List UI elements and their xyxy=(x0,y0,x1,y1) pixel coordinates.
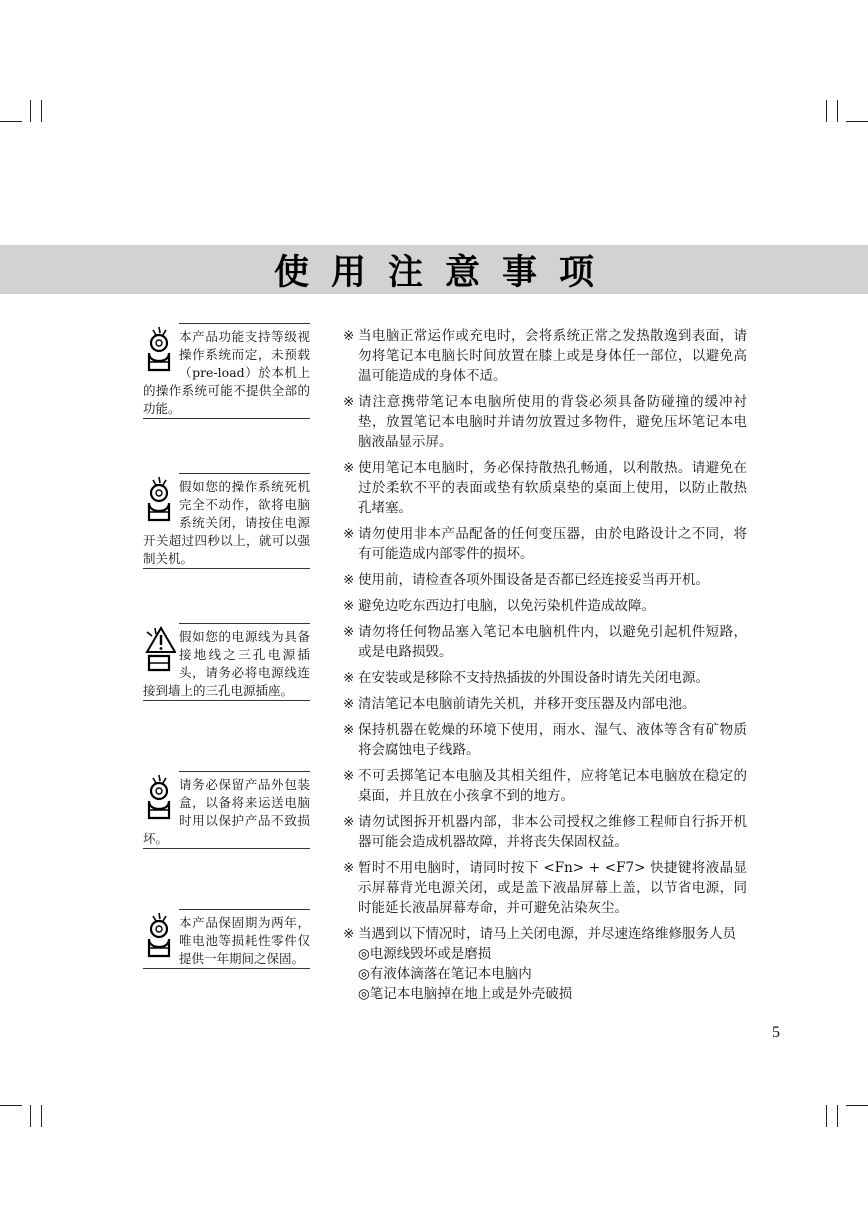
list-item xyxy=(343,766,747,806)
list-item xyxy=(343,668,747,688)
bullet-mark: ※ xyxy=(343,926,355,942)
bullet-mark: ※ xyxy=(343,526,355,542)
list-item-text: 避免边吃东西边打电脑，以免污染机件造成故障。 xyxy=(358,598,655,614)
side-note xyxy=(143,772,310,849)
list-item-text: 请注意携带笔记本电脑所使用的背袋必须具备防碰撞的缓冲衬垫，放置笔记本电脑时并请勿放置过多物件，避免压坏笔记本电脑液晶显示屏。 xyxy=(358,394,747,450)
lightbulb-person-icon xyxy=(143,910,176,960)
crop-mark xyxy=(0,1105,22,1106)
list-item xyxy=(343,858,747,918)
list-item xyxy=(343,694,747,714)
page-number: 5 xyxy=(772,1024,780,1041)
list-item-text: 清洁笔记本电脑前请先关机，并移开变压器及内部电池。 xyxy=(358,696,696,712)
bullet-mark: ※ xyxy=(343,328,355,344)
crop-mark xyxy=(846,121,868,122)
list-item-text: 请勿试图拆开机器内部，非本公司授权之维修工程师自行拆开机器可能会造成机器故障，并将丧失保固权益。 xyxy=(358,814,747,850)
list-item xyxy=(343,812,747,852)
list-item xyxy=(343,326,747,386)
bullet-mark: ※ xyxy=(343,624,355,640)
bullet-mark: ※ xyxy=(343,572,355,588)
bullet-mark: ※ xyxy=(343,598,355,614)
crop-mark xyxy=(41,1105,42,1127)
crop-mark xyxy=(30,1105,31,1127)
page-title: 使用注意事项 xyxy=(273,251,616,293)
list-item-text: 保持机器在乾燥的环境下使用，雨水、湿气、液体等含有矿物质将会腐蚀电子线路。 xyxy=(358,722,747,758)
list-item-text: 请勿使用非本产品配备的任何变压器，由於电路设计之不同，将有可能造成内部零件的损坏。 xyxy=(358,526,747,562)
note-text: 本产品保固期为两年，唯电池等损耗性零件仅提供一年期间之保固。 xyxy=(179,915,310,966)
bullet-mark: ※ xyxy=(343,670,355,686)
list-item-text: 请勿将任何物品塞入笔记本电脑机件内，以避免引起机件短路，或是电路损毁。 xyxy=(358,624,747,660)
title-banner xyxy=(0,245,868,294)
list-item-text: 当电脑正常运作或充电时，会将系统正常之发热散逸到表面，请勿将笔记本电脑长时间放置在膝上或是身体任一部位，以避免高温可能造成的身体不适。 xyxy=(358,328,747,384)
sub-item: ◎有液体滴落在笔记本电脑内 xyxy=(358,966,532,982)
list-item-text: 使用前，请检查各项外围设备是否都已经连接妥当再开机。 xyxy=(358,572,709,588)
side-note xyxy=(143,474,310,569)
crop-mark xyxy=(0,121,22,122)
bullet-mark: ※ xyxy=(343,394,355,410)
side-note xyxy=(143,910,310,969)
list-item xyxy=(343,924,747,944)
precautions-list xyxy=(343,326,747,1004)
list-item xyxy=(343,570,747,590)
list-item xyxy=(343,720,747,760)
lightbulb-person-icon xyxy=(143,474,176,524)
bullet-mark: ※ xyxy=(343,768,355,784)
warning-person-icon xyxy=(143,624,176,674)
note-text: 假如您的电源线为具备接地线之三孔电源插头，请务必将电源线连接到墙上的三孔电源插座。 xyxy=(143,629,310,698)
crop-mark xyxy=(826,1105,827,1127)
sub-item: ◎笔记本电脑掉在地上或是外壳破损 xyxy=(358,986,573,1002)
bullet-mark: ※ xyxy=(343,460,355,476)
note-text: 请务必保留产品外包装盒，以备将来运送电脑时用以保护产品不致损坏。 xyxy=(143,777,310,846)
bullet-mark: ※ xyxy=(343,696,355,712)
note-text: 假如您的操作系统死机完全不动作，欲将电脑系统关闭，请按住电源开关超过四秒以上，就可以强制关机。 xyxy=(143,479,310,566)
bullet-mark: ※ xyxy=(343,814,355,830)
list-item-text: 暂时不用电脑时，请同时按下 <Fn> + <F7> 快捷键将液晶显示屏幕背光电源关闭，或是盖下液晶屏幕上盖，以节省电源，同时能延长液晶屏幕寿命，并可避免沾染灰尘。 xyxy=(358,860,747,916)
list-item xyxy=(343,524,747,564)
crop-mark xyxy=(41,100,42,122)
lightbulb-person-icon xyxy=(143,772,176,822)
side-note xyxy=(143,624,310,701)
crop-mark xyxy=(837,1105,838,1127)
crop-mark xyxy=(30,100,31,122)
list-item-text: 当遇到以下情况时，请马上关闭电源，并尽速连络维修服务人员 xyxy=(358,926,736,942)
list-item xyxy=(343,392,747,452)
list-item xyxy=(343,596,747,616)
list-item xyxy=(343,458,747,518)
bullet-mark: ※ xyxy=(343,860,355,876)
note-text: 本产品功能支持等级视操作系统而定，未预载（pre-load）於本机上的操作系统可能不提供全部的功能。 xyxy=(143,329,310,416)
list-item-text: 使用笔记本电脑时，务必保持散热孔畅通，以利散热。请避免在过於柔软不平的表面或垫有软质桌垫的桌面上使用，以防止散热孔堵塞。 xyxy=(358,460,747,516)
sub-item: ◎电源线毁坏或是磨损 xyxy=(358,946,492,962)
list-item xyxy=(343,622,747,662)
list-item-text: 不可丢掷笔记本电脑及其相关组件，应将笔记本电脑放在稳定的桌面，并且放在小孩拿不到的地方。 xyxy=(358,768,747,804)
crop-mark xyxy=(826,100,827,122)
bullet-mark: ※ xyxy=(343,722,355,738)
crop-mark xyxy=(846,1105,868,1106)
list-item-text: 在安装或是移除不支持热插拔的外围设备时请先关闭电源。 xyxy=(358,670,709,686)
lightbulb-person-icon xyxy=(143,324,176,374)
side-note xyxy=(143,324,310,419)
crop-mark xyxy=(837,100,838,122)
